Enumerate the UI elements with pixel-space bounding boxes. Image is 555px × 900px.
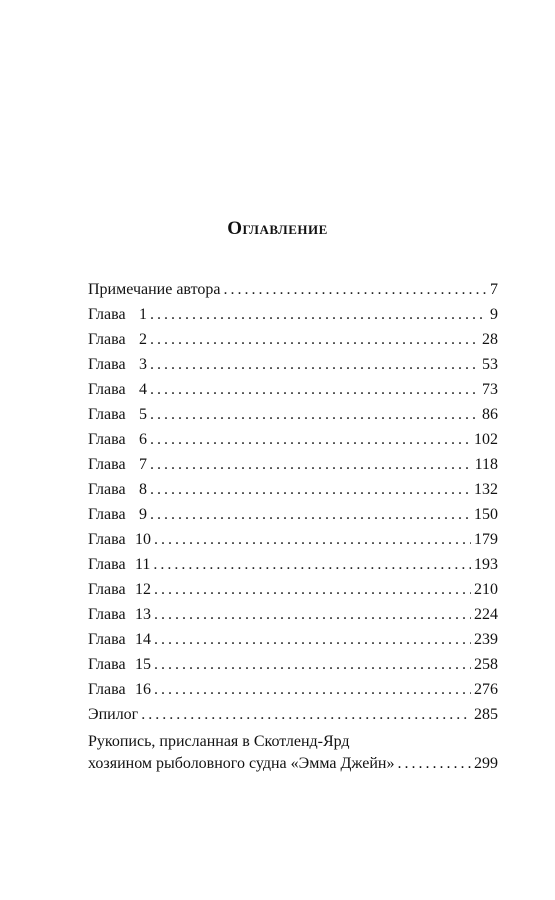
toc-entry-epilogue[interactable] — [88, 705, 498, 730]
chapter-number: 1 — [139, 306, 147, 323]
toc-entry-label: Примечание автора — [88, 281, 221, 298]
dot-leader — [397, 754, 471, 774]
toc-page-number: 276 — [474, 681, 498, 698]
toc-entry-chapter-8[interactable] — [88, 480, 498, 505]
dot-leader — [154, 605, 471, 625]
toc-entry-label: Эпилог — [88, 706, 139, 723]
dot-leader — [150, 330, 479, 350]
chapter-word: Глава — [88, 481, 126, 498]
dot-leader — [150, 380, 479, 400]
chapter-word: Глава — [88, 581, 126, 598]
toc-page-number: 102 — [474, 431, 498, 448]
toc-entry-chapter-1[interactable] — [88, 305, 498, 330]
toc-entry-chapter-4[interactable] — [88, 380, 498, 405]
toc-page-number: 53 — [482, 356, 498, 373]
chapter-word: Глава — [88, 631, 126, 648]
toc-entry-chapter-3[interactable] — [88, 355, 498, 380]
dot-leader — [141, 705, 471, 725]
toc-entry-chapter-15[interactable] — [88, 655, 498, 680]
chapter-word: Глава — [88, 556, 126, 573]
dot-leader — [154, 680, 471, 700]
dot-leader — [154, 530, 471, 550]
chapter-number: 11 — [135, 556, 151, 573]
toc-title: Оглавление — [227, 218, 328, 239]
chapter-word: Глава — [88, 456, 126, 473]
toc-page-number: 7 — [490, 281, 498, 298]
chapter-number: 13 — [135, 606, 151, 623]
chapter-word: Глава — [88, 681, 126, 698]
dot-leader — [154, 655, 471, 675]
toc-entry-chapter-9[interactable] — [88, 505, 498, 530]
toc-page-number: 28 — [482, 331, 498, 348]
dot-leader — [150, 430, 471, 450]
toc-entry-author-note[interactable] — [88, 280, 498, 305]
toc-page-number: 150 — [474, 506, 498, 523]
chapter-word: Глава — [88, 531, 126, 548]
chapter-number: 7 — [139, 456, 147, 473]
chapter-word: Глава — [88, 331, 126, 348]
dot-leader — [150, 405, 479, 425]
toc-entry-chapter-2[interactable] — [88, 330, 498, 355]
toc-page-number: 299 — [474, 755, 498, 772]
toc-page-number: 86 — [482, 406, 498, 423]
dot-leader — [150, 355, 479, 375]
toc-entry-chapter-11[interactable] — [88, 555, 498, 580]
chapter-word: Глава — [88, 381, 126, 398]
chapter-word: Глава — [88, 606, 126, 623]
toc-page-number: 285 — [474, 706, 498, 723]
toc-entry-chapter-12[interactable] — [88, 580, 498, 605]
chapter-number: 16 — [135, 681, 151, 698]
dot-leader — [150, 505, 471, 525]
toc-entry-chapter-10[interactable] — [88, 530, 498, 555]
chapter-word: Глава — [88, 506, 126, 523]
chapter-number: 6 — [139, 431, 147, 448]
toc-entry-chapter-5[interactable] — [88, 405, 498, 430]
toc-page-number: 132 — [474, 481, 498, 498]
toc-entry-chapter-13[interactable] — [88, 605, 498, 630]
toc-page-number: 118 — [474, 456, 498, 473]
chapter-number: 8 — [139, 481, 147, 498]
chapter-number: 5 — [139, 406, 147, 423]
dot-leader — [154, 630, 471, 650]
toc-page-number: 239 — [474, 631, 498, 648]
toc-page-number: 258 — [474, 656, 498, 673]
chapter-word: Глава — [88, 306, 126, 323]
chapter-word: Глава — [88, 431, 126, 448]
toc-entry-chapter-14[interactable] — [88, 630, 498, 655]
chapter-word: Глава — [88, 406, 126, 423]
chapter-number: 3 — [139, 356, 147, 373]
chapter-number: 12 — [135, 581, 151, 598]
toc-entry-chapter-7[interactable] — [88, 455, 498, 480]
toc-entry-label-line-1: Рукопись, присланная в Скотленд-Ярд — [88, 733, 350, 750]
dot-leader — [154, 580, 471, 600]
toc-entry-manuscript[interactable] — [88, 732, 498, 774]
toc-page-number: 73 — [482, 381, 498, 398]
table-of-contents — [88, 280, 498, 774]
dot-leader — [150, 480, 471, 500]
dot-leader — [223, 280, 487, 300]
toc-page-number: 210 — [474, 581, 498, 598]
chapter-number: 15 — [135, 656, 151, 673]
toc-page-number: 193 — [474, 556, 498, 573]
chapter-number: 2 — [139, 331, 147, 348]
toc-page-number: 179 — [474, 531, 498, 548]
toc-page-number: 9 — [490, 306, 498, 323]
chapter-word: Глава — [88, 656, 126, 673]
chapter-number: 4 — [139, 381, 147, 398]
chapter-number: 10 — [135, 531, 151, 548]
toc-entry-chapter-6[interactable] — [88, 430, 498, 455]
chapter-number: 9 — [139, 506, 147, 523]
toc-page-number: 224 — [474, 606, 498, 623]
toc-entry-chapter-16[interactable] — [88, 680, 498, 705]
dot-leader — [153, 555, 471, 575]
chapter-word: Глава — [88, 356, 126, 373]
chapter-number: 14 — [135, 631, 151, 648]
toc-entry-label-line-2: хозяином рыболовного судна «Эмма Джейн» — [88, 755, 395, 772]
dot-leader — [150, 305, 487, 325]
dot-leader — [150, 455, 472, 475]
